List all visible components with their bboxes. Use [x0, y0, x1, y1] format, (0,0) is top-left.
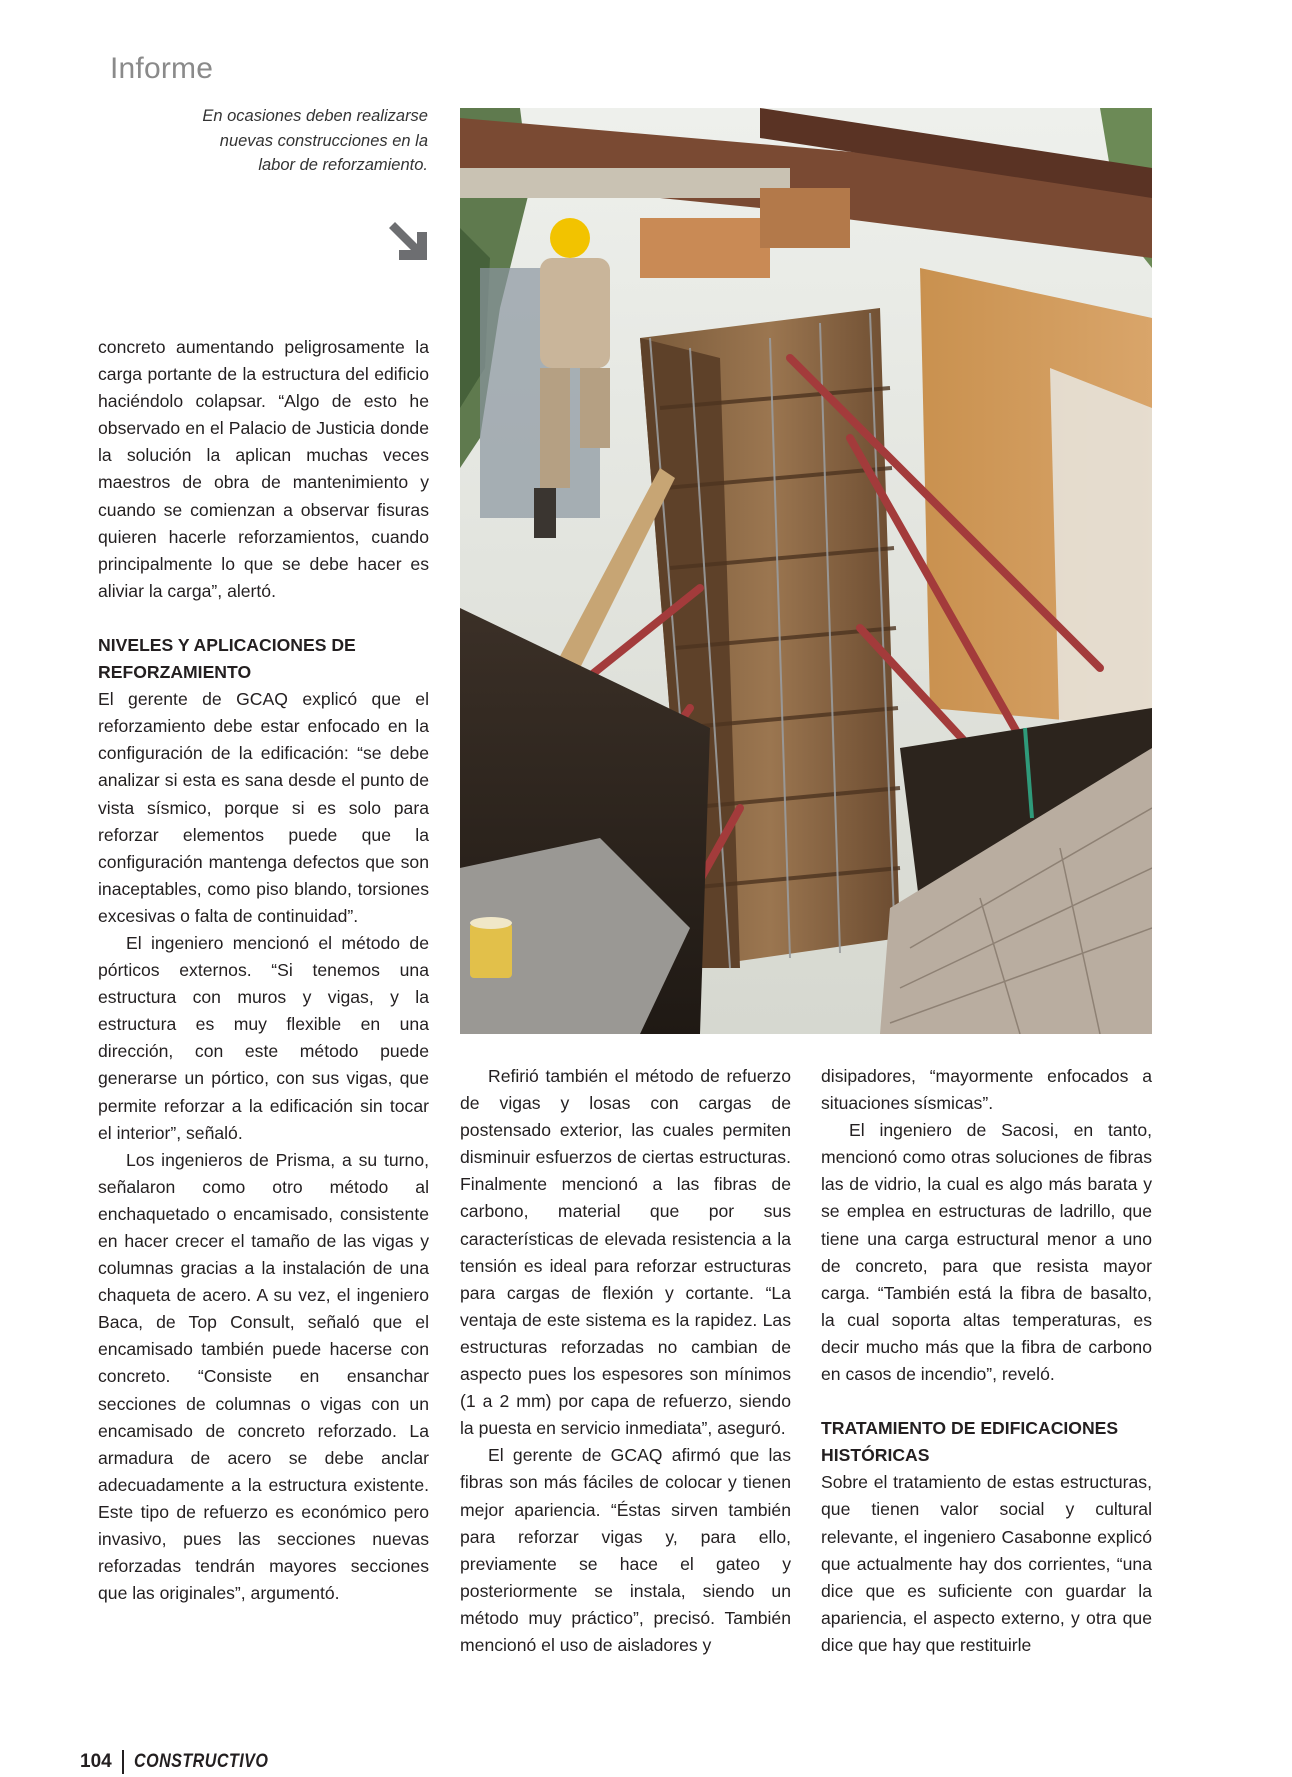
- paragraph: Los ingenieros de Prisma, a su turno, señalaron como otro método al enchaquetado o encamisado, consistente en hacer crecer el tamaño de las vigas y columnas gracias a la instalación de una chaqueta de acero. A su vez, el ingeniero Baca, de Top Consult, señaló que el encamisado también puede hacerse con concreto. “Consiste en ensanchar secciones de columnas o vigas con un encamisado de concreto reforzado. La armadura de acero se debe anclar adecuadamente a la estructura existente. Este tipo de refuerzo es económico pero invasivo, pues las secciones nuevas reforzadas tendrán mayores secciones que las originales”, argumentó.: [98, 1149, 429, 1604]
- paragraph: Refirió también el método de refuerzo de vigas y losas con cargas de postensado exterior, las cuales permiten disminuir esfuerzos de ciertas estructuras. Finalmente mencionó a las fibras de carbono, material que por sus características de elevada resistencia a la tensión es ideal para reforzar estructuras para cargas de flexión y cortante. “La ventaja de este sistema es la rapidez. Las estructuras reforzadas no cambian de aspecto pues los espesores son mínimos (1 a 2 mm) por capa de refuerzo, siendo la puesta en servicio inmediata”, aseguró.: [460, 1066, 791, 1439]
- section-label: Informe: [110, 52, 214, 85]
- column-2: [460, 1063, 791, 1659]
- construction-photo: [460, 108, 1152, 1034]
- footer-divider: [122, 1750, 124, 1774]
- page-footer: [80, 1747, 292, 1777]
- column-3: [821, 1063, 1152, 1659]
- paragraph: Sobre el tratamiento de estas estructuras, que tienen valor social y cultural relevante, el ingeniero Casabonne explicó que actualmente hay dos corrientes, “una dice que es suficiente con guardar la apariencia, el aspecto externo, y otra que dice que hay que restituirle: [821, 1472, 1152, 1655]
- paragraph: disipadores, “mayormente enfocados a situaciones sísmicas”.: [821, 1066, 1152, 1114]
- paragraph: El gerente de GCAQ explicó que el reforzamiento debe estar enfocado en la configuración de la edificación: “se debe analizar si esta es sana desde el punto de vista sísmico, porque si es solo para reforzar elementos puede que la configuración mantenga defectos que son inaceptables, como piso blando, torsiones excesivas o falta de continuidad”.: [98, 689, 429, 926]
- paragraph: El ingeniero de Sacosi, en tanto, mencionó como otras soluciones de fibras las de vidrio, la cual es algo más barata y se emplea en estructuras de ladrillo, que tiene una carga estructural menor a uno de concreto, para que resista mayor carga. “También está la fibra de basalto, la cual soporta altas temperaturas, es decir mucho más que la fibra de carbono en casos de incendio”, reveló.: [821, 1120, 1152, 1385]
- paragraph: El gerente de GCAQ afirmó que las fibras son más fáciles de colocar y tienen mejor apariencia. “Éstas sirven también para reforzar vigas y, para ello, previamente se hace el gateo y posteriormente se instala, siendo un método muy práctico”, precisó. También mencionó el uso de aisladores y: [460, 1445, 791, 1655]
- paragraph: El ingeniero mencionó el método de pórticos externos. “Si tenemos una estructura con muros y vigas, y la estructura es muy flexible en una dirección, con este método puede generarse un pórtico, con sus vigas, que permite reforzar a la edificación sin tocar el interior”, señaló.: [98, 932, 429, 1143]
- arrow-down-right-icon: [389, 222, 429, 262]
- column-1: [98, 334, 429, 1607]
- section-heading-niveles: NIVELES Y APLICACIONES DE REFORZAMIENTO: [98, 634, 356, 683]
- page-number: 104: [80, 1751, 112, 1772]
- section-heading-tratamiento: TRATAMIENTO DE EDIFICACIONES HISTÓRICAS: [821, 1418, 1119, 1466]
- magazine-name: CONSTRUCTIVO: [133, 1751, 269, 1772]
- paragraph: concreto aumentando peligrosamente la carga portante de la estructura del edificio haciéndolo colapsar. “Algo de esto he observado en el Palacio de Justicia donde la solución la aplican muchas veces maestros de obra de mantenimiento y cuando se comienzan a observar fisuras quieren hacerle reforzamientos, cuando principalmente lo que se debe hacer es aliviar la carga”, alertó.: [98, 337, 429, 601]
- photo-caption: En ocasiones deben realizarse nuevas construcciones en la labor de reforzamiento.: [202, 107, 428, 174]
